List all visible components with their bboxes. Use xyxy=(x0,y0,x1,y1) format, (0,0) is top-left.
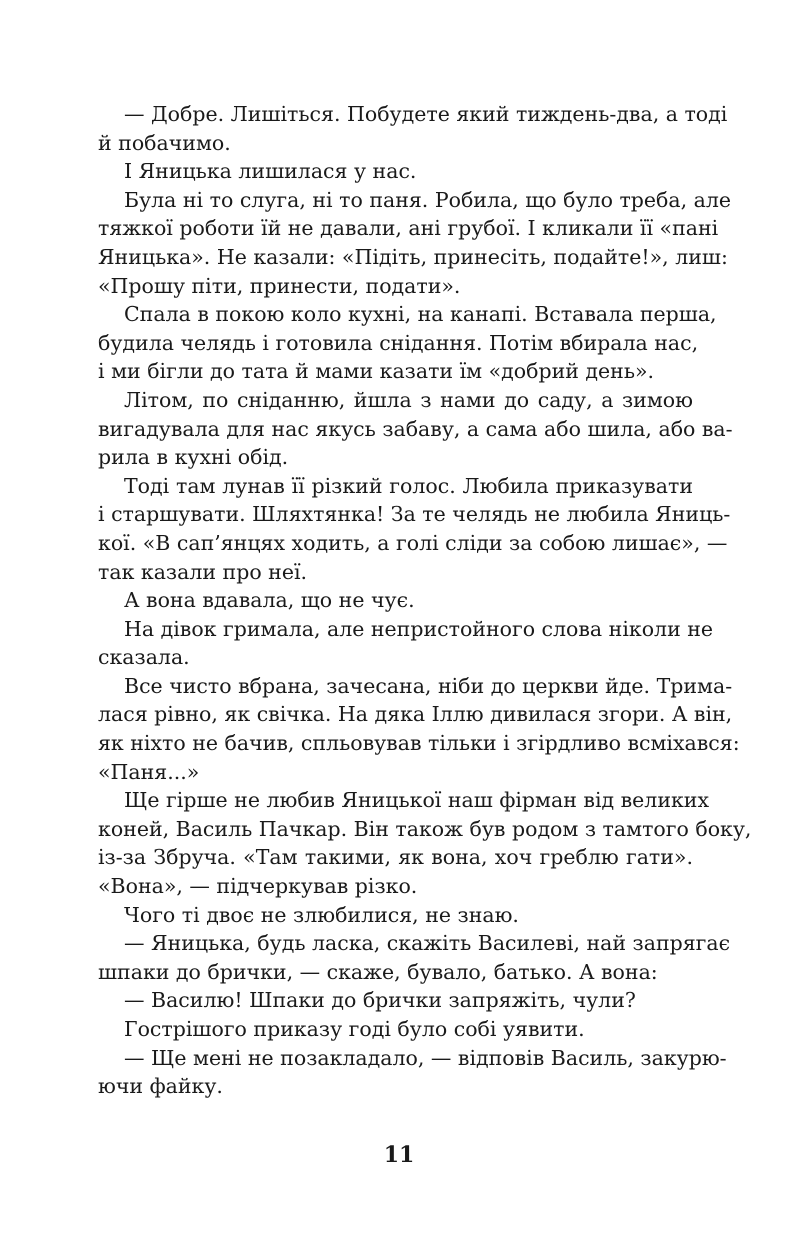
text-line: Яницька». Не казали: «Підіть, принесіть, подайте!», лиш: xyxy=(98,244,728,269)
text-line: і ми бігли до тата й мами казати їм «добрий день». xyxy=(98,359,655,384)
text-line: і старшувати. Шляхтянка! За те челядь не любила Яниць- xyxy=(98,502,731,527)
paragraph xyxy=(98,186,732,300)
text-line: Чого ті двоє не злюбилися, не знаю. xyxy=(124,902,519,927)
text-line: Ще гірше не любив Яницької наш фірман від великих xyxy=(124,788,710,813)
text-line: «Прошу піти, принести, подати». xyxy=(98,273,461,298)
paragraph xyxy=(98,929,731,986)
paragraph xyxy=(98,986,693,1015)
text-line: сказала. xyxy=(98,645,190,670)
text-line: Була ні то слуга, ні то паня. Робила, що було треба, але xyxy=(124,187,732,212)
text-line: Гострішого приказу годі було собі уявити. xyxy=(124,1017,585,1041)
text-line: будила челядь і готовила снідання. Потім вбирала нас, xyxy=(98,330,699,355)
paragraph xyxy=(98,786,752,900)
text-line: Тоді там лунав її різкий голос. Любила приказувати xyxy=(124,473,693,498)
paragraph xyxy=(98,901,693,930)
text-line: коней, Василь Пачкар. Він також був родом з тамтого боку, xyxy=(98,816,752,841)
text-line: Все чисто вбрана, зачесана, ніби до церкви йде. Трима- xyxy=(124,673,733,698)
text-line: — Василю! Шпаки до брички запряжіть, чули? xyxy=(124,988,636,1013)
text-line: А вона вдавала, що не чує. xyxy=(124,588,415,613)
paragraph xyxy=(98,672,740,786)
text-line: й побачимо. xyxy=(98,130,231,155)
text-line: лася рівно, як свічка. На дяка Іллю дивилася згори. А він, xyxy=(98,702,733,727)
paragraph xyxy=(98,300,717,386)
paragraph xyxy=(98,1015,693,1044)
text-line: Спала в покою коло кухні, на канапі. Вставала перша, xyxy=(124,302,717,327)
text-line: — Добре. Лишіться. Побудете який тиждень-два, а тоді xyxy=(124,102,728,126)
text-line: рила в кухні обід. xyxy=(98,445,289,470)
text-line: ючи файку. xyxy=(98,1074,223,1099)
paragraph xyxy=(98,100,728,157)
text-line: — Яницька, будь ласка, скажіть Василеві, най запрягає xyxy=(124,931,731,956)
paragraph xyxy=(98,1044,727,1101)
paragraph xyxy=(98,615,714,672)
text-line: шпаки до брички, — скаже, бувало, батько. А вона: xyxy=(98,959,658,984)
text-line: так казали про неї. xyxy=(98,559,308,584)
paragraph xyxy=(98,472,731,586)
text-line: І Яницька лишилася у нас. xyxy=(124,159,417,184)
text-line: вигадувала для нас якусь забаву, а сама або шила, або ва- xyxy=(98,416,733,441)
text-line: із-за Збруча. «Там такими, як вона, хоч греблю гати». xyxy=(98,845,693,870)
text-line: тяжкої роботи їй не давали, ані грубої. І кликали її «пані xyxy=(98,216,719,241)
page-number: 11 xyxy=(383,1142,415,1168)
paragraph xyxy=(98,586,693,615)
text-line: «Паня...» xyxy=(98,759,200,784)
text-line: «Вона», — підчеркував різко. xyxy=(98,874,418,899)
text-line: Літом, по сніданню, йшла з нами до саду, а зимою xyxy=(124,387,693,412)
page-text xyxy=(98,100,752,1101)
text-line: як ніхто не бачив, спльовував тільки і згірдливо всміхався: xyxy=(98,731,740,756)
text-line: кої. «В сап’янцях ходить, а голі сліди за собою лишає», — xyxy=(98,530,728,555)
text-line: На дівок гримала, але непристойного слова ніколи не xyxy=(124,616,714,641)
paragraph xyxy=(98,386,733,472)
text-line: — Ще мені не позакладало, — відповів Василь, закурю- xyxy=(124,1045,727,1070)
paragraph xyxy=(98,157,693,186)
